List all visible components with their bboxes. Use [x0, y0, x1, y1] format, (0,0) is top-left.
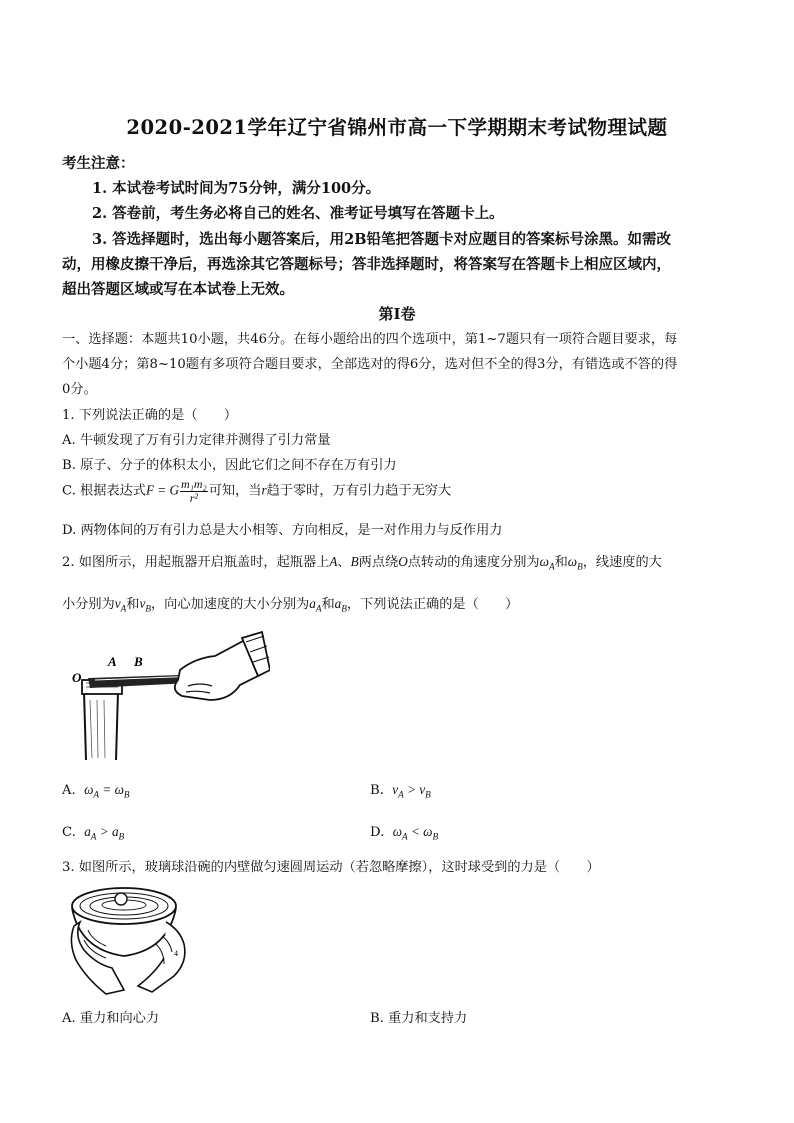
option-label: D. [370, 825, 385, 840]
q2-text: 和 [126, 597, 140, 612]
q2-text: ，向心加速度的大小分别为 [150, 597, 310, 612]
q1-option-d: D. 两物体间的万有引力总是大小相等、方向相反，是一对作用力与反作用力 [62, 523, 503, 538]
q1-option-c-pre: C. 根据表达式 [62, 483, 146, 499]
q2-text: 小分别为 [62, 597, 115, 612]
a-a: a [309, 596, 316, 611]
option-sub: B [118, 831, 125, 842]
q1-formula-fraction [180, 478, 208, 504]
option-sub: A [90, 831, 97, 842]
option-expr: < ω [407, 824, 433, 839]
q2-text: ，下列说法正确的是（ ） [346, 597, 519, 612]
option-expr: ω [84, 782, 94, 797]
q2-text: 2. 如图所示，用起瓶器开启瓶盖时，起瓶器上 [62, 555, 330, 570]
notice-item-3-line-2: 动，用橡皮擦干净后，再选涂其它答题标号；答非选择题时，将答案写在答题卡上相应区域内， [62, 256, 671, 273]
point-b: B [350, 554, 359, 569]
notice-heading: 考生注意： [62, 155, 135, 172]
figure-label-o: O [72, 670, 82, 685]
point-o: O [398, 554, 408, 569]
q3-stem: 3. 如图所示，玻璃球沿碗的内壁做匀速圆周运动（若忽略摩擦），这时球受到的力是（ ） [62, 860, 600, 875]
v-a-sub: A [120, 603, 127, 614]
omega-a: ω [539, 554, 549, 569]
q1-formula-numerator: m₁m₂ [181, 477, 207, 491]
option-expr: a [84, 824, 91, 839]
instructions-line-3: 0分。 [62, 382, 97, 397]
option-sub: A [93, 789, 100, 800]
omega-b: ω [567, 554, 578, 569]
notice-item-1: 1. 本试卷考试时间为75分钟，满分100分。 [92, 180, 381, 197]
q1-stem: 1. 下列说法正确的是（ ） [62, 408, 238, 423]
omega-a-sub: A [548, 561, 555, 572]
option-expr: > a [96, 824, 119, 839]
q2-option-b [370, 782, 431, 800]
q2-stem-line-2 [62, 593, 518, 614]
q1-formula-lhs: F = G [145, 482, 180, 498]
q2-text: ，线速度的大 [582, 555, 662, 570]
paper-title: 2020-2021学年辽宁省锦州市高一下学期期末考试物理试题 [126, 116, 668, 139]
a-b: a [334, 596, 342, 611]
q3-option-a: A. 重力和向心力 [62, 1011, 160, 1026]
q2-text: 、 [337, 555, 351, 570]
q2-option-d [370, 824, 438, 842]
option-label: C. [62, 825, 76, 840]
option-sub: B [432, 831, 439, 842]
option-sub: A [402, 831, 408, 842]
a-b-sub: B [341, 603, 347, 614]
q2-text: 两点绕 [358, 555, 399, 570]
instructions-line-2: 个小题4分；第8~10题有多项符合题目要求，全部选对的得6分，选对但不全的得3分，有错选或不答的得 [62, 357, 678, 372]
q1-formula-denominator: r² [189, 490, 199, 505]
point-a: A [329, 554, 338, 569]
q2-text: 点转动的角速度分别为 [407, 555, 540, 570]
notice-item-3-line-1: 3. 答选择题时，选出每小题答案后，用2B铅笔把答题卡对应题目的答案标号涂黑。如需改 [92, 231, 672, 248]
figure-label-b: B [134, 654, 143, 669]
notice-item-2: 2. 答卷前，考生务必将自己的姓名、准考证号填写在答题卡上。 [92, 205, 504, 222]
option-expr: > v [403, 782, 426, 797]
q1-option-c-post: 趋于零时，万有引力趋于无穷大 [266, 483, 452, 499]
v-b: v [139, 596, 146, 611]
option-label: B. [370, 783, 384, 798]
option-sub: A [398, 789, 404, 800]
q2-stem-line-1 [62, 551, 662, 572]
q1-option-a: A. 牛顿发现了万有引力定律并测得了引力常量 [62, 433, 331, 448]
figure-label-a: A [108, 654, 117, 669]
v-a: v [114, 596, 121, 611]
instructions-line-1: 一、选择题：本题共10小题，共46分。在每小题给出的四个选项中，第1~7题只有一项符合题目要求，每 [62, 332, 678, 347]
q1-option-c-var: r [261, 482, 267, 498]
option-expr: ω [392, 824, 402, 839]
bowl-figure [66, 880, 196, 998]
section-title: 第Ⅰ卷 [378, 305, 416, 323]
q3-option-b: B. 重力和支持力 [370, 1011, 468, 1026]
notice-item-3-line-3: 超出答题区域或写在本试卷上无效。 [62, 281, 294, 298]
q2-text: 和 [554, 555, 568, 570]
q1-option-c-mid: 可知，当 [208, 483, 262, 499]
v-b-sub: B [145, 603, 151, 614]
option-sub: B [123, 789, 130, 800]
omega-b-sub: B [577, 561, 583, 572]
bottle-opener-figure [70, 630, 270, 765]
q1-option-c [62, 478, 451, 504]
figure-mark: 4 [174, 949, 178, 958]
option-label: A. [62, 783, 76, 798]
q2-option-c [62, 824, 124, 842]
option-expr: v [392, 782, 399, 797]
q2-option-a [62, 782, 130, 800]
option-sub: B [425, 789, 431, 800]
option-expr: = ω [99, 782, 124, 797]
q1-option-b: B. 原子、分子的体积太小，因此它们之间不存在万有引力 [62, 458, 397, 473]
q2-text: 和 [321, 597, 335, 612]
a-a-sub: A [315, 603, 322, 614]
